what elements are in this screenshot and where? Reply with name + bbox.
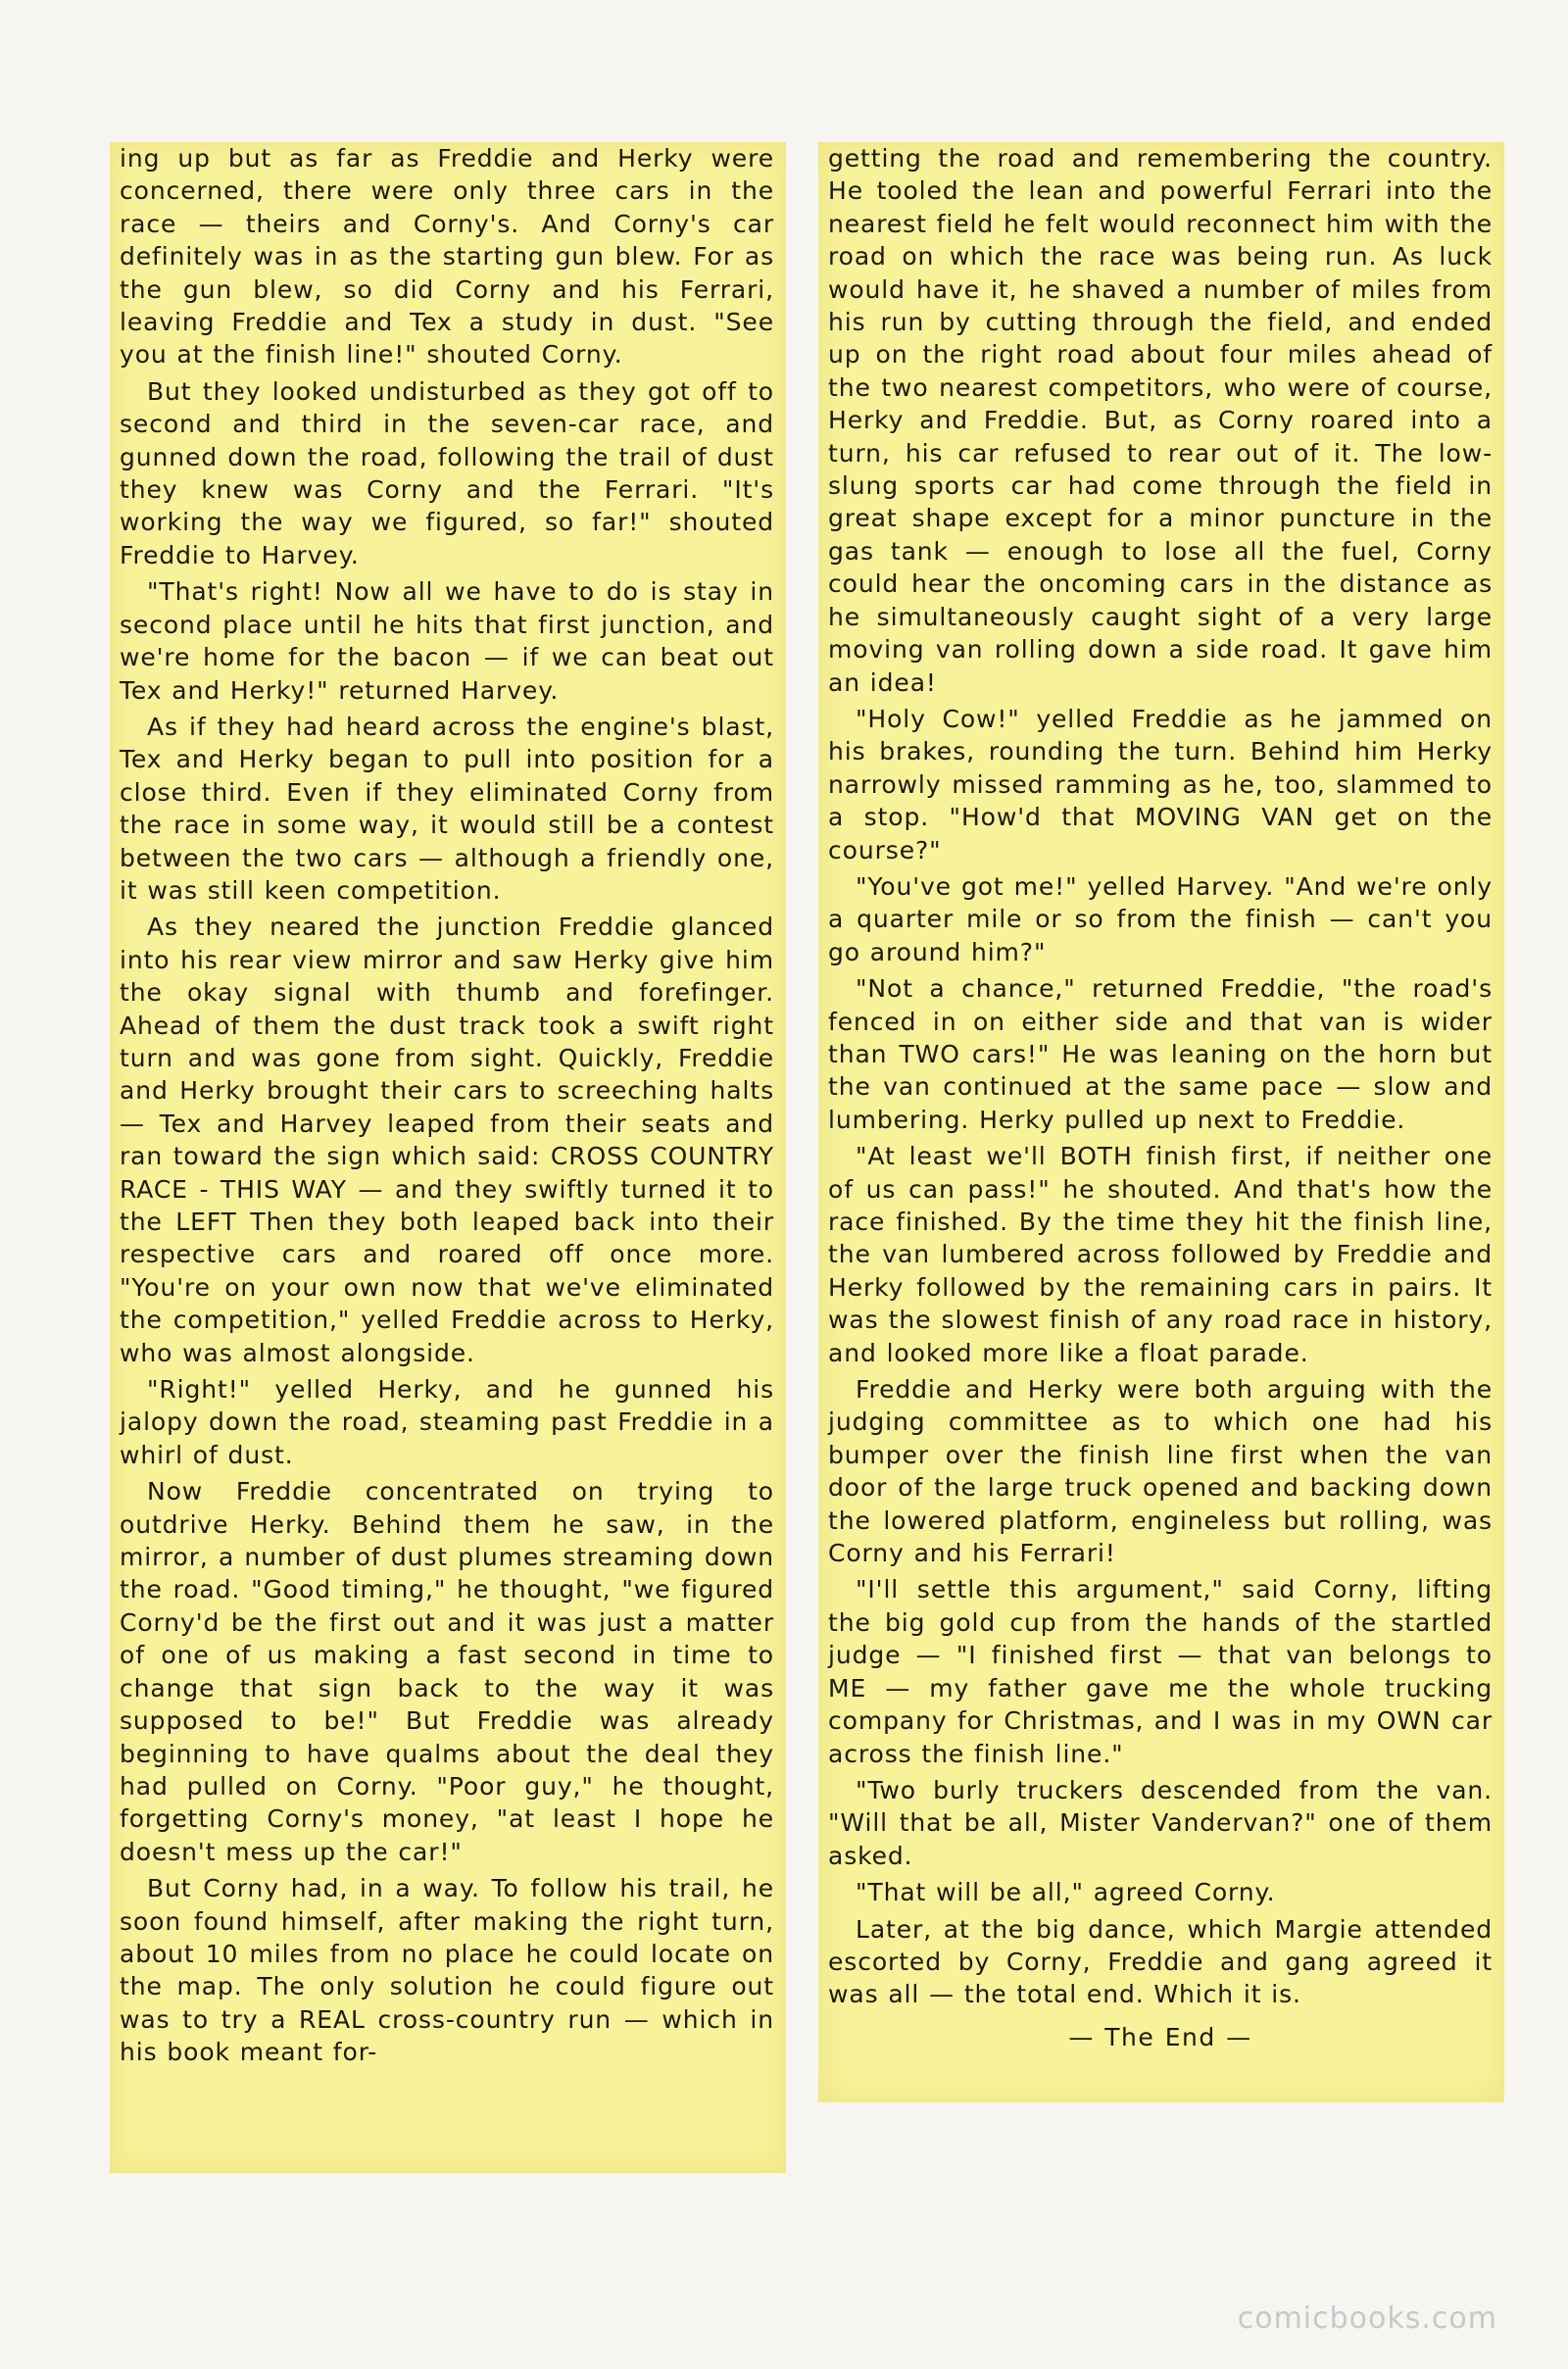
paragraph: Later, at the big dance, which Margie attended escorted by Corny, Freddie and gang agreed it was all — the total end. Which it is. <box>828 1914 1493 2009</box>
paragraph: "I'll settle this argument," said Corny, lifting the big gold cup from the hands of the startled judge — "I finished first — that van belongs to ME — my father gave me the whole trucking company for Christmas, and I was in my OWN car across the finish line." <box>828 1575 1493 1768</box>
watermark: comicbooks.com <box>1237 2301 1497 2336</box>
paragraph: As they neared the junction Freddie glanced into his rear view mirror and saw Herky give him the okay signal with thumb and forefinger. Ahead of them the dust track took a swift right turn and was gone from sight. Quickly, Freddie and Herky brought their cars to screeching halts — Tex and Harvey leaped from their seats and ran toward the sign which said: CROSS COUNTRY RACE - THIS WAY — and they swiftly turned it to the LEFT Then they both leaped back into their respective cars and roared off once more. "You're on your own now that we've eliminated the competition," yelled Freddie across to Herky, who was almost alongside. <box>120 913 774 1367</box>
left-column-text <box>120 142 774 2073</box>
paragraph: As if they had heard across the engine's blast, Tex and Herky began to pull into position for a close third. Even if they eliminated Corny from the race in some way, it would still be a contest between the two cars — although a friendly one, it was still keen competition. <box>120 712 774 905</box>
paragraph: "Right!" yelled Herky, and he gunned his jalopy down the road, steaming past Freddie in a whirl of dust. <box>120 1375 774 1469</box>
paragraph: But Corny had, in a way. To follow his trail, he soon found himself, after making the right turn, about 10 miles from no place he could locate on the map. The only solution he could figure out was to try a REAL cross-country run — which in his book meant for- <box>120 1874 774 2067</box>
paragraph: "You've got me!" yelled Harvey. "And we're only a quarter mile or so from the finish — can't you go around him?" <box>828 871 1493 966</box>
paragraph: But they looked undisturbed as they got off to second and third in the seven-car race, and gunned down the road, following the trail of dust they knew was Corny and the Ferrari. "It's working the way we figured, so far!" shouted Freddie to Harvey. <box>120 376 774 569</box>
paragraph: "At least we'll BOTH finish first, if neither one of us can pass!" he shouted. And that's how the race finished. By the time they hit the finish line, the van lumbered across followed by Freddie and Herky followed by the remaining cars in pairs. It was the slowest finish of any road race in history, and looked more like a float parade. <box>828 1142 1493 1367</box>
the-end-label: — The End — <box>1068 2022 1252 2051</box>
paragraph: "Not a chance," returned Freddie, "the road's fenced in on either side and that van is wider than TWO cars!" He was leaning on the horn but the van continued at the same pace — slow and lumbering. Herky pulled up next to Freddie. <box>828 974 1493 1134</box>
right-column <box>818 142 1504 2102</box>
paragraph: Now Freddie concentrated on trying to outdrive Herky. Behind them he saw, in the mirror, a number of dust plumes streaming down the road. "Good timing," he thought, "we figured Corny'd be the first out and it was just a matter of one of us making a fast second in time to change that sign back to the way it was supposed to be!" But Freddie was already beginning to have qualms about the deal they had pulled on Corny. "Poor guy," he thought, forgetting Corny's money, "at least I hope he doesn't mess up the car!" <box>120 1477 774 1866</box>
paragraph: "That's right! Now all we have to do is stay in second place until he hits that first junction, and we're home for the bacon — if we can beat out Tex and Herky!" returned Harvey. <box>120 577 774 705</box>
right-column-text <box>828 142 1493 2057</box>
paragraph: "That will be all," agreed Corny. <box>856 1878 1276 1907</box>
paragraph: "Two burly truckers descended from the van. "Will that be all, Mister Vandervan?" one of them asked. <box>828 1775 1493 1870</box>
paragraph: Freddie and Herky were both arguing with the judging committee as to which one had his bumper over the finish line first when the van door of the large truck opened and backing down the lowered platform, engineless but rolling, was Corny and his Ferrari! <box>828 1375 1493 1568</box>
paragraph: getting the road and remembering the country. He tooled the lean and powerful Ferrari into the nearest field he felt would reconnect him with the road on which the race was being run. As luck would have it, he shaved a number of miles from his run by cutting through the field, and ended up on the right road about four miles ahead of the two nearest competitors, who were of course, Herky and Freddie. But, as Corny roared into a turn, his car refused to rear out of it. The low-slung sports car had come through the field in great shape except for a minor puncture in the gas tank — enough to lose all the fuel, Corny could hear the oncoming cars in the distance as he simultaneously caught sight of a very large moving van rolling down a side road. It gave him an idea! <box>828 144 1493 697</box>
left-column <box>110 142 786 2173</box>
paragraph: "Holy Cow!" yelled Freddie as he jammed on his brakes, rounding the turn. Behind him Herky narrowly missed ramming as he, too, slammed to a stop. "How'd that MOVING VAN get on the course?" <box>828 704 1493 864</box>
paragraph: ing up but as far as Freddie and Herky were concerned, there were only three cars in the race — theirs and Corny's. And Corny's car definitely was in as the starting gun blew. For as the gun blew, so did Corny and his Ferrari, leaving Freddie and Tex a study in dust. "See you at the finish line!" shouted Corny. <box>120 144 774 370</box>
